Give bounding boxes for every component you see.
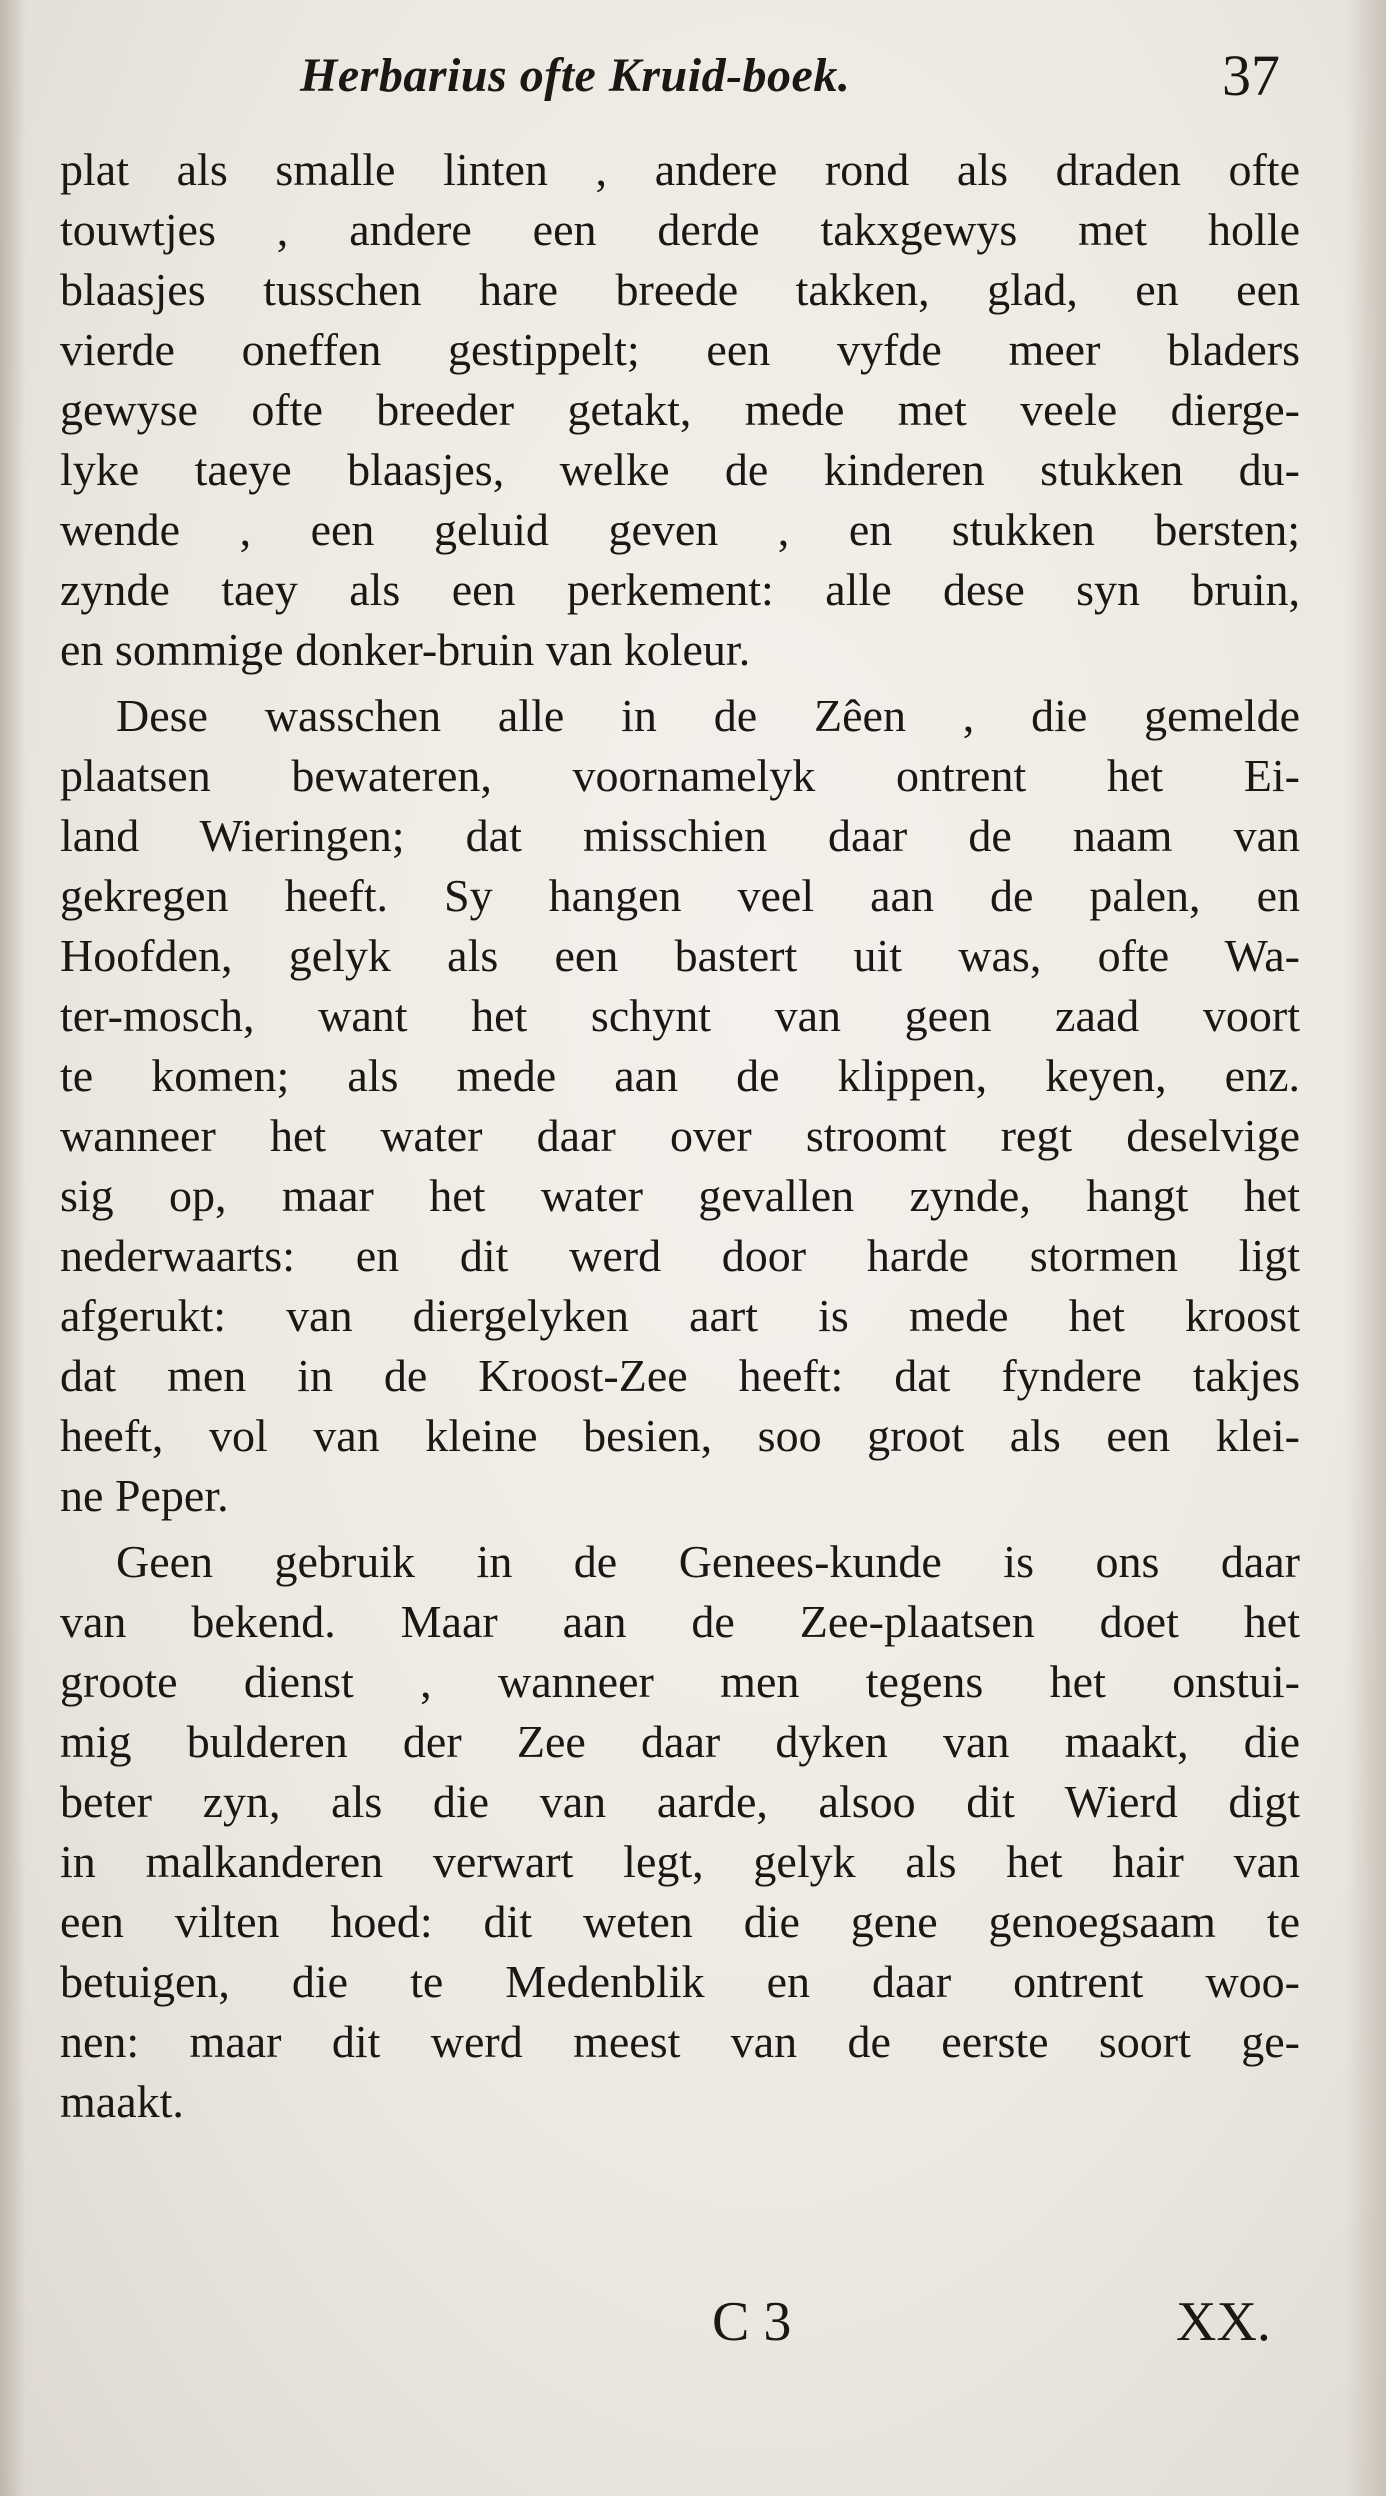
text-line: betuigen, die te Medenblik en daar ontrent woo- [60,1956,1300,2007]
text-line: lyke taeye blaasjes, welke de kinderen stukken du- [60,444,1300,495]
text-line: mig bulderen der Zee daar dyken van maakt, die [60,1716,1300,1767]
text-line: een vilten hoed: dit weten die gene genoegsaam te [60,1896,1300,1947]
text-line: nen: maar dit werd meest van de eerste soort ge- [60,2016,1300,2067]
paragraph-3 [60,1532,1300,2132]
text-line: Dese wasschen alle in de Zêen , die gemelde [116,690,1300,741]
text-line: plat als smalle linten , andere rond als draden ofte [60,144,1300,195]
text-line: in malkanderen verwart legt, gelyk als het hair van [60,1836,1300,1887]
text-line: heeft, vol van kleine besien, soo groot als een klei- [60,1410,1300,1461]
text-line: sig op, maar het water gevallen zynde, hangt het [60,1170,1300,1221]
text-line: nederwaarts: en dit werd door harde stormen ligt [60,1230,1300,1281]
text-line: van bekend. Maar aan de Zee-plaatsen doet het [60,1596,1300,1647]
body-text [60,140,1300,2132]
text-line: dat men in de Kroost-Zee heeft: dat fyndere takjes [60,1350,1300,1401]
page-gutter-shadow [0,0,26,2496]
text-line: blaasjes tusschen hare breede takken, glad, en een [60,264,1300,315]
catchword: XX. [1176,2291,1271,2353]
text-line: ter-mosch, want het schynt van geen zaad voort [60,990,1300,1041]
text-line: wanneer het water daar over stroomt regt deselvige [60,1110,1300,1161]
paragraph-1 [60,140,1300,680]
text-line: afgerukt: van diergelyken aart is mede het kroost [60,1290,1300,1341]
text-line: en sommige donker-bruin van koleur. [60,624,751,675]
text-line: Geen gebruik in de Genees-kunde is ons daar [116,1536,1300,1587]
text-line: plaatsen bewateren, voornamelyk ontrent het Ei- [60,750,1300,801]
text-line: Hoofden, gelyk als een bastert uit was, ofte Wa- [60,930,1300,981]
text-line: ne Peper. [60,1470,229,1521]
text-line: zynde taey als een perkement: alle dese syn bruin, [60,564,1300,615]
text-line: gewyse ofte breeder getakt, mede met veele dierge- [60,384,1300,435]
text-line: touwtjes , andere een derde takxgewys met holle [60,204,1300,255]
page-number: 37 [1222,43,1280,108]
text-line: wende , een geluid geven , en stukken bersten; [60,504,1300,555]
text-line: vierde oneffen gestippelt; een vyfde meer bladers [60,324,1300,375]
text-line: groote dienst , wanneer men tegens het onstui- [60,1656,1300,1707]
text-line: gekregen heeft. Sy hangen veel aan de palen, en [60,870,1300,921]
running-title: Herbarius ofte Kruid-boek. [300,49,851,102]
signature-mark: C 3 [712,2291,792,2353]
page-edge-shadow [1346,0,1386,2496]
text-line: land Wieringen; dat misschien daar de naam van [60,810,1300,861]
text-line: maakt. [60,2076,184,2127]
text-line: beter zyn, als die van aarde, alsoo dit Wierd digt [60,1776,1300,1827]
text-line: te komen; als mede aan de klippen, keyen, enz. [60,1050,1300,1101]
paragraph-2 [60,686,1300,1526]
